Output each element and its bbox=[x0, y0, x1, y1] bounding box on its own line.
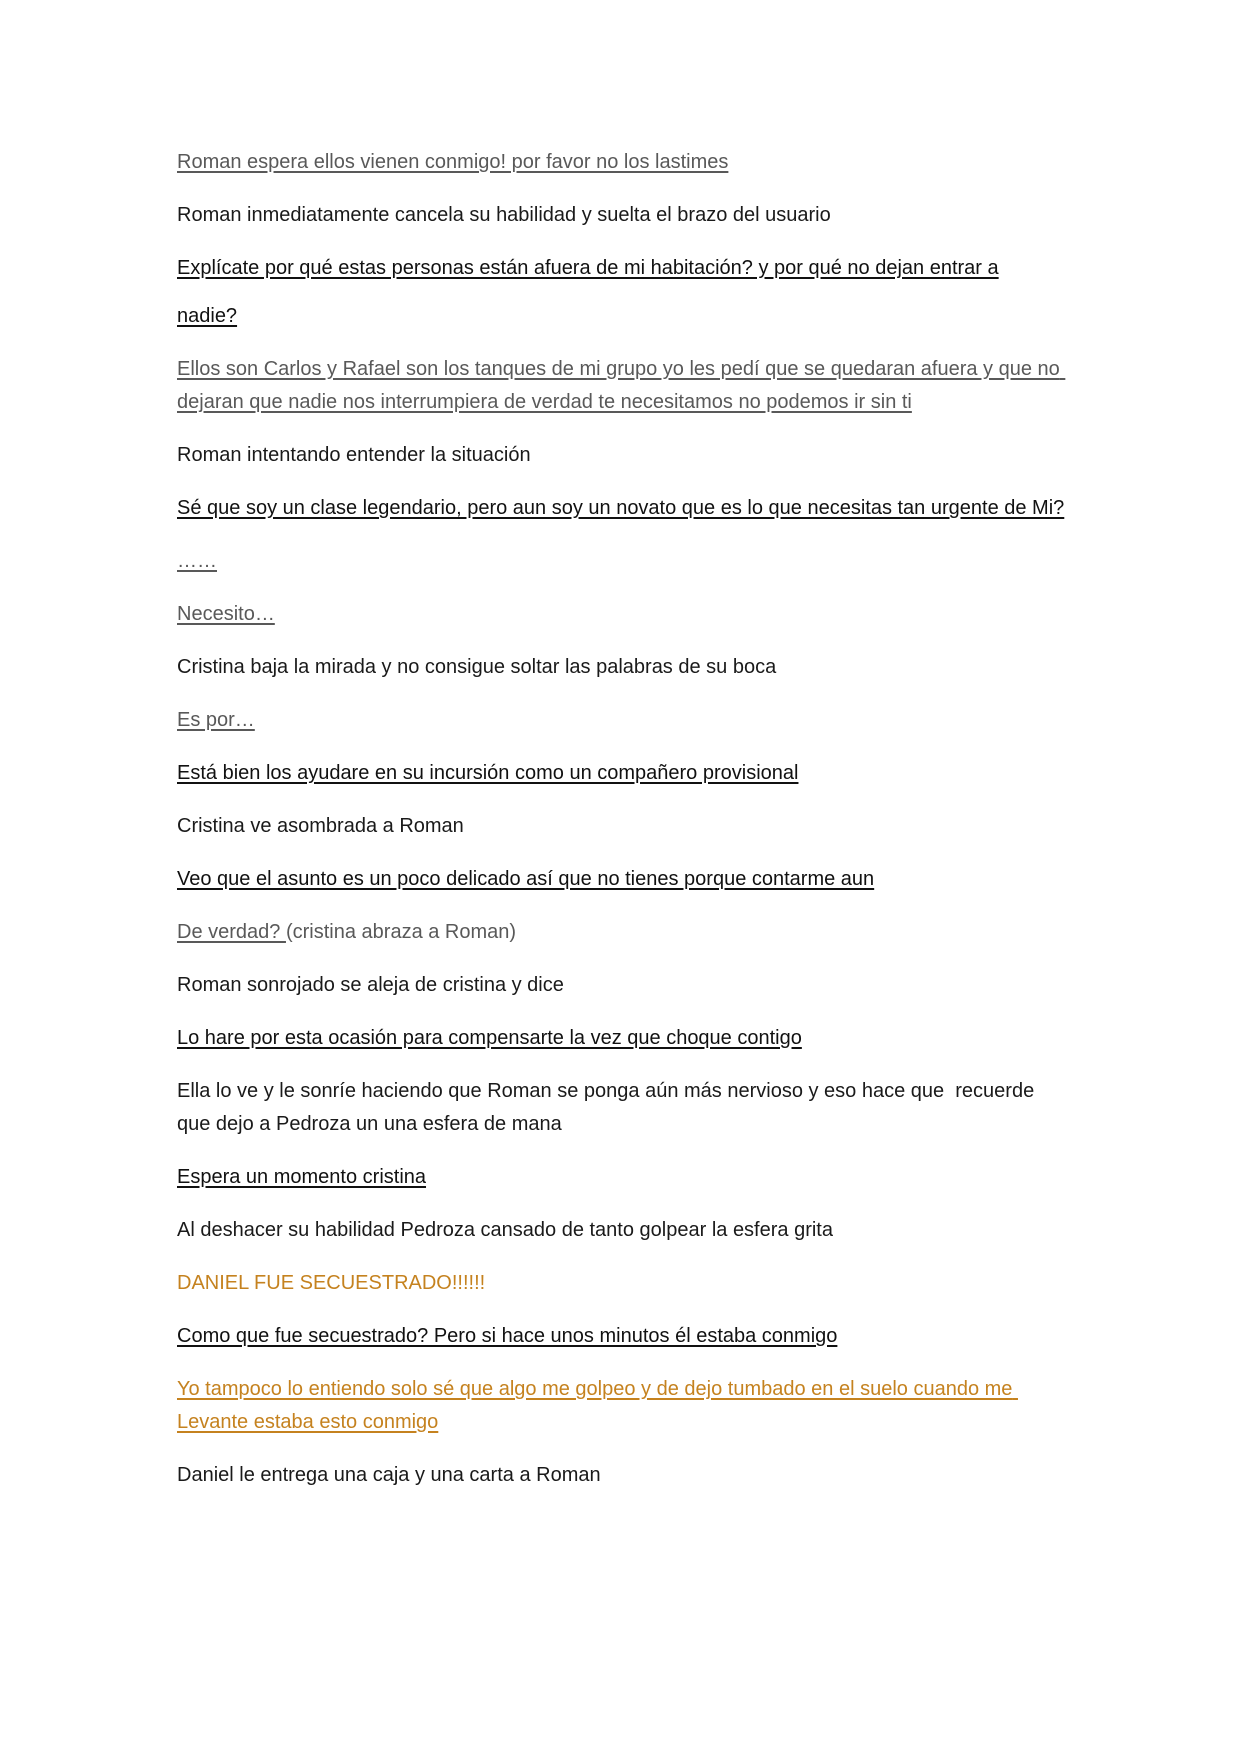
narration-line: Cristina baja la mirada y no consigue soltar las palabras de su boca bbox=[177, 656, 777, 678]
mixed-line bbox=[177, 916, 1067, 949]
document-body bbox=[177, 146, 1067, 1512]
dialogue-line: nadie? bbox=[177, 305, 238, 327]
dialogue-fragment: De verdad? bbox=[177, 921, 286, 943]
shout-line: DANIEL FUE SECUESTRADO!!!!!! bbox=[177, 1272, 486, 1294]
dialogue-line: Como que fue secuestrado? Pero si hace unos minutos él estaba conmigo bbox=[177, 1325, 838, 1347]
narration-line: Al deshacer su habilidad Pedroza cansado de tanto golpear la esfera grita bbox=[177, 1219, 833, 1241]
narration-line: Roman sonrojado se aleja de cristina y dice bbox=[177, 974, 564, 996]
dialogue-line: Veo que el asunto es un poco delicado así que no tienes porque contarme aun bbox=[177, 868, 875, 890]
narration-line: Roman inmediatamente cancela su habilidad y suelta el brazo del usuario bbox=[177, 204, 831, 226]
dialogue-line: Está bien los ayudare en su incursión como un compañero provisional bbox=[177, 762, 799, 784]
dialogue-line: Lo hare por esta ocasión para compensarte la vez que choque contigo bbox=[177, 1027, 802, 1049]
dialogue-line: …… bbox=[177, 550, 217, 572]
dialogue-line: Sé que soy un clase legendario, pero aun soy un novato que es lo que necesitas tan urgente de Mi? bbox=[177, 497, 1065, 519]
dialogue-line: Yo tampoco lo entiendo solo sé que algo me golpeo y de dejo tumbado en el suelo cuando me Levante estaba esto conmigo bbox=[177, 1378, 1018, 1433]
dialogue-line: Ellos son Carlos y Rafael son los tanques de mi grupo yo les pedí que se quedaran afuera y que no dejaran que nadie nos interrumpiera de verdad te necesitamos no podemos ir sin ti bbox=[177, 358, 1066, 413]
dialogue-line: Necesito… bbox=[177, 603, 275, 625]
dialogue-line: Explícate por qué estas personas están afuera de mi habitación? y por qué no dejan entrar a bbox=[177, 257, 999, 279]
narration-line: Ella lo ve y le sonríe haciendo que Roman se ponga aún más nervioso y eso hace que recuerde que dejo a Pedroza un una esfera de mana bbox=[177, 1080, 1040, 1135]
dialogue-line: Espera un momento cristina bbox=[177, 1166, 427, 1188]
narration-fragment: (cristina abraza a Roman) bbox=[285, 921, 517, 943]
dialogue-line: Roman espera ellos vienen conmigo! por favor no los lastimes bbox=[177, 151, 729, 173]
dialogue-line: Es por… bbox=[177, 709, 255, 731]
narration-line: Roman intentando entender la situación bbox=[177, 444, 531, 466]
narration-line: Cristina ve asombrada a Roman bbox=[177, 815, 464, 837]
narration-line: Daniel le entrega una caja y una carta a Roman bbox=[177, 1464, 601, 1486]
